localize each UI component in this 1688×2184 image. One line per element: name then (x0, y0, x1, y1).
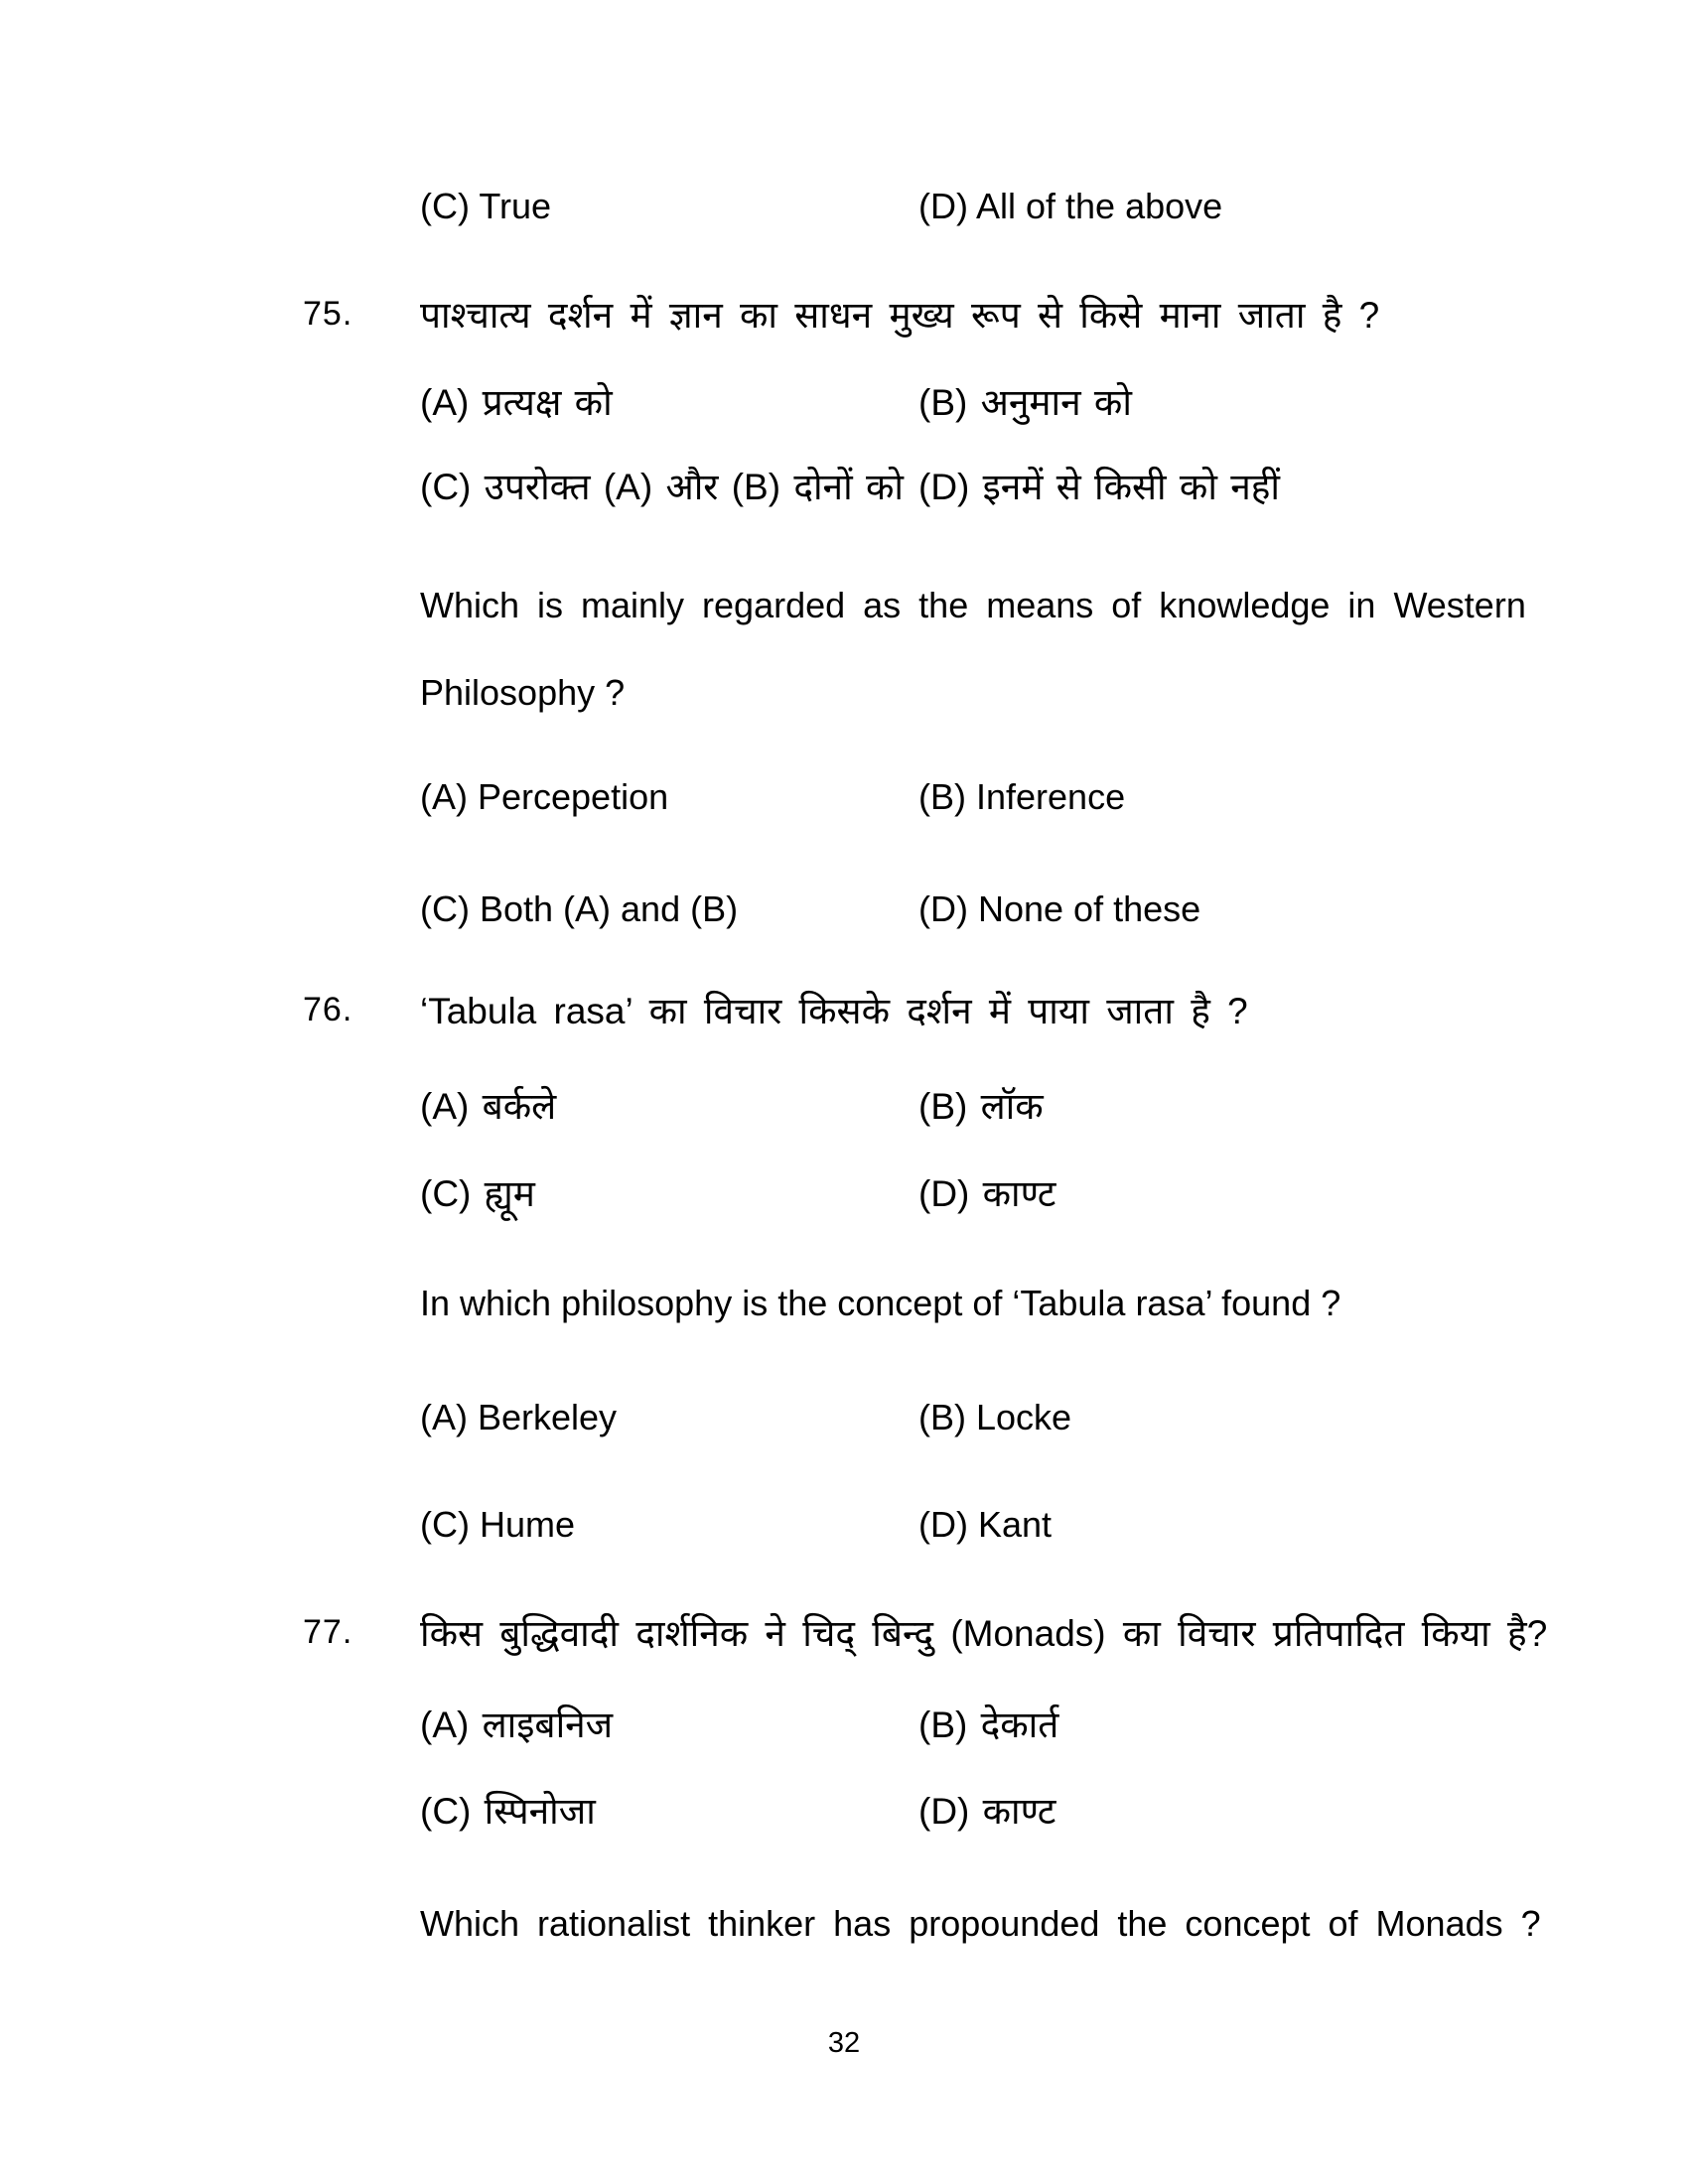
question-77-hindi-options-cd (0, 1791, 1688, 1843)
question-77-text-english-row (0, 1903, 1688, 1955)
question-75-option-c-hindi: (C) उपरोक्त (A) और (B) दोनों को (420, 467, 904, 507)
carryover-option-row (0, 186, 1688, 237)
page-number: 32 (827, 2027, 861, 2059)
question-76-option-d-hindi: (D) काण्ट (918, 1173, 1056, 1214)
question-77-text-hindi: किस बुद्धिवादी दार्शनिक ने चिद् बिन्दु (Monads) का विचार प्रतिपादित किया है? (420, 1613, 1548, 1654)
question-75-option-d-english: (D) None of these (918, 888, 1201, 929)
question-76-number: 76. (303, 991, 353, 1028)
question-75-option-a-english: (A) Percepetion (420, 776, 669, 817)
question-75-hindi-row (0, 295, 1688, 346)
question-77-hindi-row (0, 1613, 1688, 1665)
question-77-option-d-hindi: (D) काण्ट (918, 1791, 1056, 1832)
question-75-hindi-options-ab (0, 382, 1688, 434)
question-77-option-a-hindi: (A) लाइबनिज (420, 1705, 614, 1745)
question-75-text-english-line1: Which is mainly regarded as the means of knowledge in Western (420, 585, 1526, 625)
question-75-text-hindi: पाश्चात्य दर्शन में ज्ञान का साधन मुख्य रूप से किसे माना जाता है ? (420, 295, 1380, 336)
question-76-option-c-english: (C) Hume (420, 1504, 576, 1545)
question-76-option-c-hindi: (C) ह्यूम (420, 1173, 535, 1214)
question-76-text-hindi: ‘Tabula rasa’ का विचार किसके दर्शन में पाया जाता है ? (420, 991, 1248, 1031)
question-75-option-d-hindi: (D) इनमें से किसी को नहीं (918, 467, 1280, 507)
question-76-hindi-options-ab (0, 1086, 1688, 1138)
question-75-option-b-english: (B) Inference (918, 776, 1126, 817)
question-76-hindi-options-cd (0, 1173, 1688, 1225)
question-76-text-english: In which philosophy is the concept of ‘Tabula rasa’ found ? (420, 1283, 1341, 1323)
question-75-english-options-cd (0, 888, 1688, 940)
question-76-text-english-row (0, 1283, 1688, 1334)
question-75-hindi-options-cd (0, 467, 1688, 518)
question-75-number: 75. (303, 295, 353, 333)
question-77-hindi-options-ab (0, 1705, 1688, 1756)
question-75-english-options-ab (0, 776, 1688, 828)
question-77-text-english: Which rationalist thinker has propounded the concept of Monads ? (420, 1903, 1541, 1944)
question-76-option-a-english: (A) Berkeley (420, 1397, 618, 1437)
question-77-number: 77. (303, 1613, 353, 1651)
question-75-option-c-english: (C) Both (A) and (B) (420, 888, 739, 929)
question-77-option-b-hindi: (B) देकार्त (918, 1705, 1059, 1745)
question-75-text-english-line2-row (0, 672, 1688, 724)
question-75-text-english-line2: Philosophy ? (420, 672, 626, 713)
question-76-option-d-english: (D) Kant (918, 1504, 1053, 1545)
carryover-option-d: (D) All of the above (918, 186, 1223, 226)
question-76-english-options-ab (0, 1397, 1688, 1448)
question-75-text-english-line1-row (0, 585, 1688, 636)
carryover-option-c: (C) True (420, 186, 552, 226)
question-76-option-b-english: (B) Locke (918, 1397, 1072, 1437)
question-76-english-options-cd (0, 1504, 1688, 1556)
question-75-option-a-hindi: (A) प्रत्यक्ष को (420, 382, 613, 423)
question-77-option-c-hindi: (C) स्पिनोजा (420, 1791, 596, 1832)
question-76-option-a-hindi: (A) बर्कले (420, 1086, 557, 1127)
question-75-option-b-hindi: (B) अनुमान को (918, 382, 1132, 423)
question-76-hindi-row (0, 991, 1688, 1042)
question-76-option-b-hindi: (B) लॉक (918, 1086, 1044, 1127)
